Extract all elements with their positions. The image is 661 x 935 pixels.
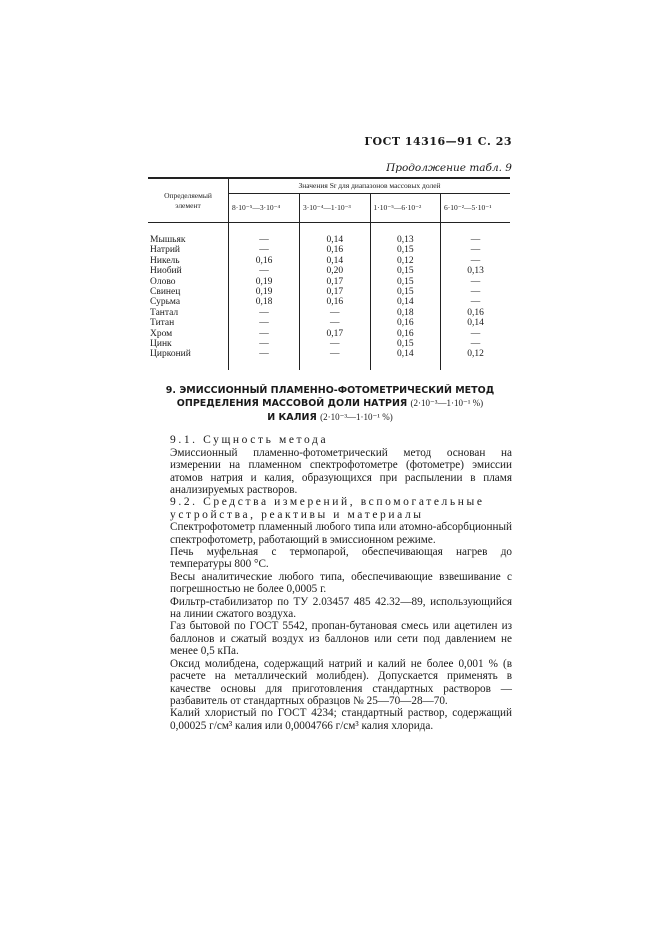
table-row [148, 223, 510, 246]
element-name-cell: Цирконий [150, 349, 191, 360]
heading-line [148, 397, 512, 411]
sr-value-cell: — [441, 339, 510, 349]
paragraph: Калий хлористый по ГОСТ 4234; стандартный раствор, содержащий 0,00025 г/см³ калия или 0,0004766 г/см³ калия хлорида. [170, 707, 512, 732]
paragraph: Фильтр-стабилизатор по ТУ 2.03457 485 42.32—89, использующийся на линии сжатого воздуха. [170, 595, 512, 621]
sr-value-cell: — [300, 308, 371, 318]
sr-values-table [148, 177, 510, 370]
sr-value-cell: 0,14 [441, 318, 510, 328]
sr-value-cell: — [441, 287, 510, 297]
sr-value-cell: 0,17 [300, 277, 371, 287]
sr-value-cell: 0,16 [441, 308, 510, 318]
sr-value-cell: 0,14 [300, 223, 371, 246]
element-name-cell: Никель [150, 255, 180, 266]
table-row [148, 349, 510, 369]
sr-value-cell: — [441, 277, 510, 287]
sr-value-cell: — [441, 297, 510, 307]
sr-value-cell: 0,16 [229, 256, 300, 266]
sr-value-cell: — [441, 245, 510, 255]
table-row [148, 329, 510, 339]
sr-value-cell: — [229, 223, 300, 246]
table-row [148, 256, 510, 266]
sr-value-cell: — [229, 266, 300, 276]
table-row [148, 266, 510, 276]
sr-value-cell: 0,18 [229, 297, 300, 307]
sr-value-cell: 0,18 [370, 308, 441, 318]
table-row [148, 308, 510, 318]
sr-value-cell: 0,15 [370, 277, 441, 287]
heading-range: (2·10⁻³—1·10⁻¹ %) [320, 411, 393, 422]
element-name-cell: Мышьяк [150, 235, 186, 245]
element-name-cell: Цинк [150, 339, 172, 350]
page-column [148, 0, 512, 732]
col-header-range: 3·10⁻⁴—1·10⁻³ [300, 194, 371, 223]
sr-value-cell: 0,15 [370, 245, 441, 255]
element-name-cell: Ниобий [150, 266, 182, 277]
sr-value-cell: — [229, 339, 300, 349]
sr-value-cell: 0,15 [370, 287, 441, 297]
subsection-title: 9.2. Средства измерений, вспомогательные устройства, реактивы и материалы [170, 496, 485, 521]
element-name-cell: Натрий [150, 245, 181, 256]
sr-value-cell: 0,14 [370, 297, 441, 307]
sr-value-cell: 0,19 [229, 287, 300, 297]
table-row [148, 287, 510, 297]
heading-range: (2·10⁻³—1·10⁻¹ %) [410, 398, 484, 409]
sr-value-cell: 0,13 [441, 266, 510, 276]
sr-value-cell: 0,16 [300, 297, 371, 307]
table-row [148, 245, 510, 255]
sr-value-cell: 0,17 [300, 287, 371, 297]
table-continuation-label: Продолжение табл. 9 [386, 162, 512, 174]
col-header-range: 1·10⁻⁵—6·10⁻² [370, 194, 441, 223]
sr-value-cell: 0,12 [441, 349, 510, 369]
sr-value-cell: — [229, 349, 300, 369]
col-group-header: Значения Sr для диапазонов массовых долей [229, 178, 511, 194]
col-header-element: Определяемый элемент [148, 178, 229, 223]
sr-value-cell: — [441, 223, 510, 246]
element-name-cell: Олово [150, 276, 176, 287]
element-name-cell: Тантал [150, 307, 179, 318]
body-text [170, 434, 512, 732]
paragraph: Весы аналитические любого типа, обеспечивающие взвешивание с погрешностью не более 0,0005 г. [170, 570, 512, 596]
sr-value-cell: 0,17 [300, 329, 371, 339]
table-row [148, 297, 510, 307]
sr-value-cell: — [300, 349, 371, 369]
col-header-range: 8·10⁻⁵—3·10⁻⁴ [229, 194, 300, 223]
sr-value-cell: — [300, 318, 371, 328]
table-row [148, 339, 510, 349]
sr-value-cell: — [441, 256, 510, 266]
sr-value-cell: 0,12 [370, 256, 441, 266]
sr-value-cell: 0,15 [370, 266, 441, 276]
sr-value-cell: 0,16 [370, 329, 441, 339]
heading-line [148, 411, 512, 425]
sr-value-cell: — [229, 308, 300, 318]
sr-value-cell: 0,20 [300, 266, 371, 276]
element-name-cell: Свинец [150, 287, 181, 298]
subsection-title: 9.1. Сущность метода [170, 434, 329, 447]
sr-value-cell: 0,16 [300, 245, 371, 255]
paragraph: Спектрофотометр пламенный любого типа или атомно-абсорбционный спектрофотометр, работающий в эмиссионном режиме. [170, 521, 512, 546]
sr-value-cell: — [229, 318, 300, 328]
element-name-cell: Сурьма [150, 297, 181, 308]
sr-value-cell: — [229, 245, 300, 255]
paragraph: Газ бытовой по ГОСТ 5542, пропан-бутановая смесь или ацетилен из баллонов и сжатый воздух из баллонов или сети под давлением не менее 0,5 кПа. [170, 620, 512, 658]
page-header: ГОСТ 14316—91 С. 23 [364, 135, 512, 148]
heading-text: И КАЛИЯ [267, 411, 317, 423]
table-row [148, 277, 510, 287]
sr-value-cell: 0,15 [370, 339, 441, 349]
sr-value-cell: — [300, 339, 371, 349]
col-header-range: 6·10⁻²—5·10⁻¹ [441, 194, 510, 223]
heading-line: 9. ЭМИССИОННЫЙ ПЛАМЕННО-ФОТОМЕТРИЧЕСКИЙ МЕТОД [165, 384, 495, 396]
paragraph: Оксид молибдена, содержащий натрий и калий не более 0,001 % (в расчете на металлический молибден). Допускается применять в качестве основы для приготовления стандартных растворов — разбавитель от стандартных образцов № 25—70—28—70. [170, 657, 512, 707]
element-name-cell: Титан [150, 318, 175, 329]
sr-value-cell: — [441, 329, 510, 339]
heading-text: ОПРЕДЕЛЕНИЯ МАССОВОЙ ДОЛИ НАТРИЯ [176, 398, 408, 410]
sr-value-cell: 0,13 [370, 223, 441, 246]
element-name-cell: Хром [150, 328, 173, 339]
paragraph: Печь муфельная с термопарой, обеспечивающая нагрев до температуры 800 °С. [170, 546, 512, 571]
sr-value-cell: — [229, 329, 300, 339]
sr-value-cell: 0,19 [229, 277, 300, 287]
sr-value-cell: 0,16 [370, 318, 441, 328]
table-row [148, 318, 510, 328]
sr-value-cell: 0,14 [300, 256, 371, 266]
section-heading [148, 384, 512, 425]
paragraph: Эмиссионный пламенно-фотометрический метод основан на измерении на пламенном спектрофотометре (фотометре) эмиссии атомов натрия и калия, образующихся при распылении в пламя анализируемых растворов. [170, 446, 512, 496]
sr-value-cell: 0,14 [370, 349, 441, 369]
